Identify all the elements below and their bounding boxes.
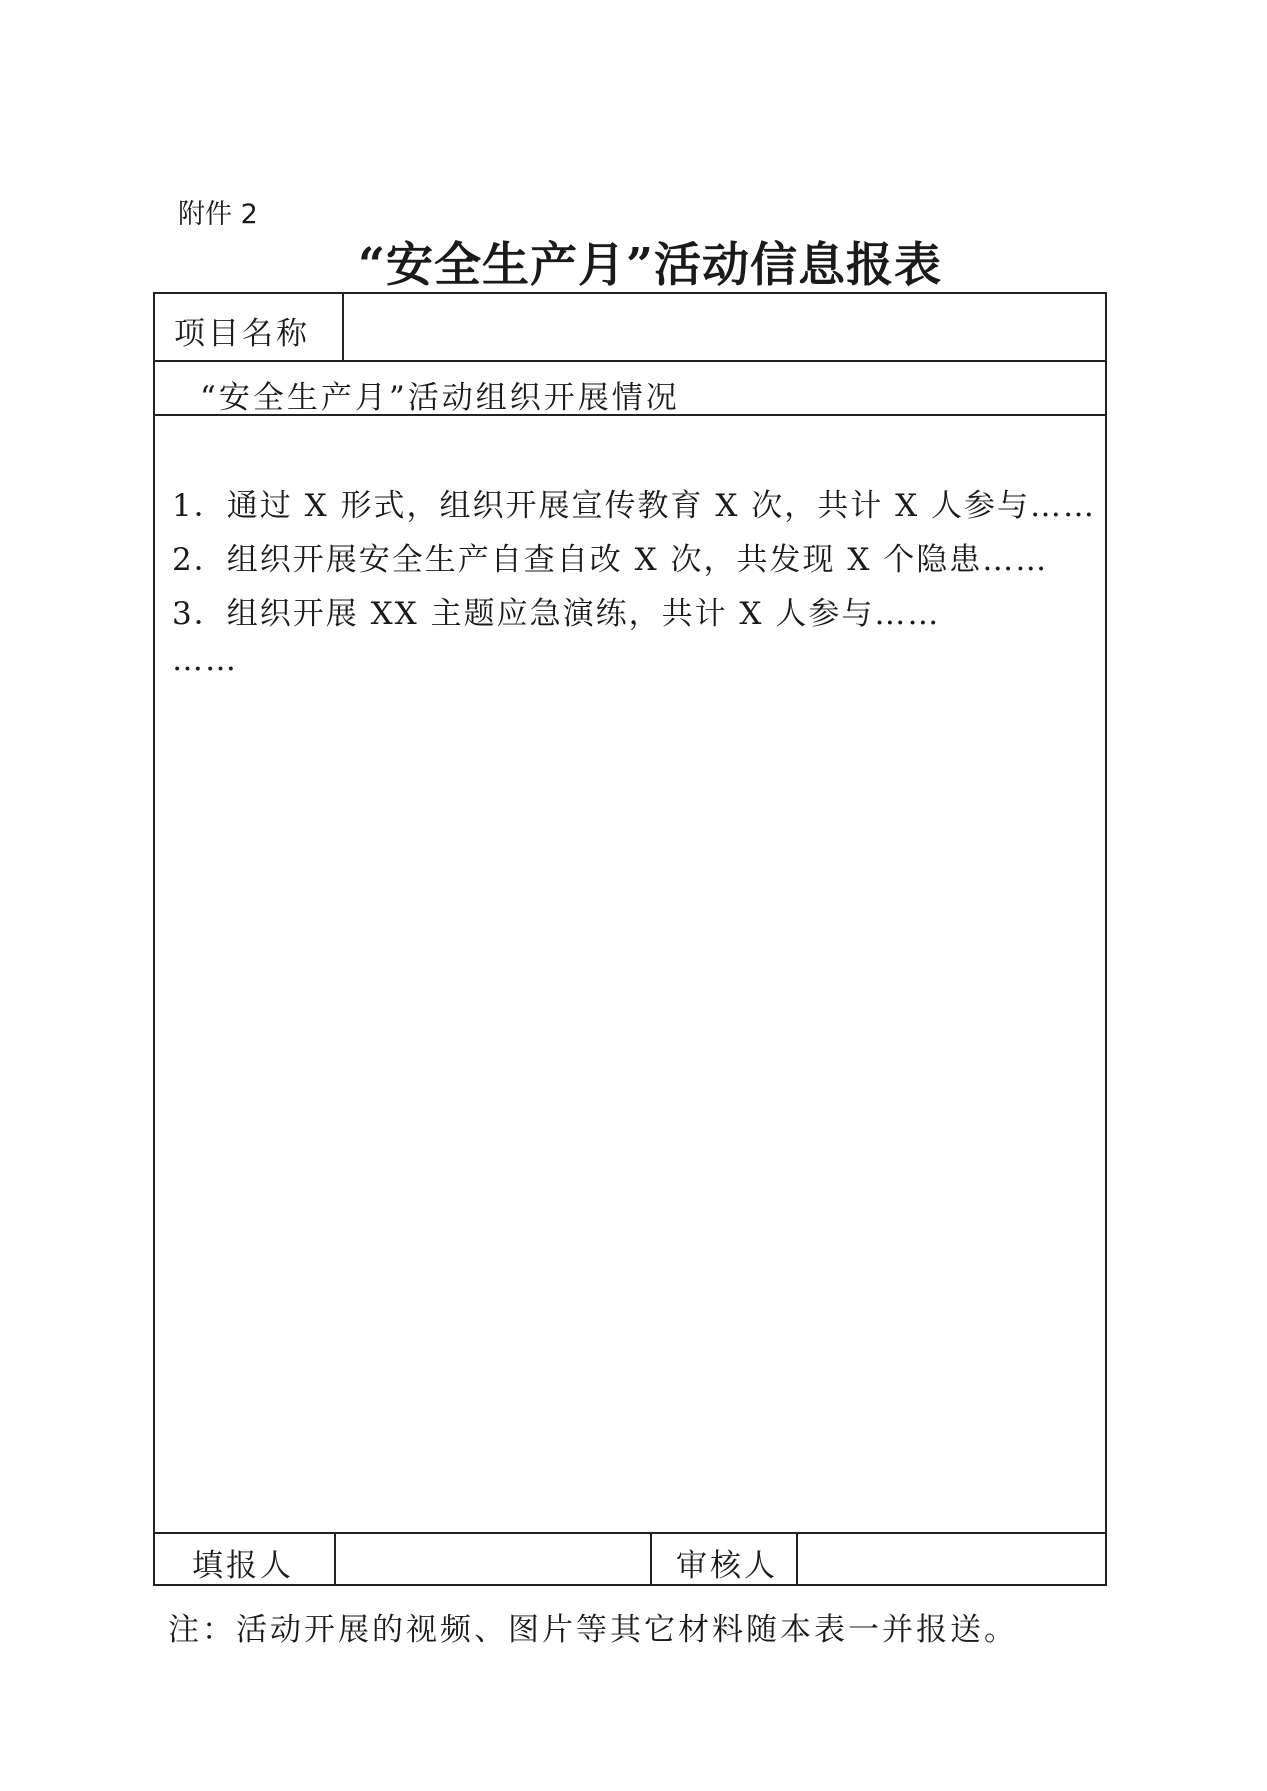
content-line-3: 3．组织开展 XX 主题应急演练，共计 X 人参与…… — [172, 596, 941, 632]
row-divider-3 — [153, 1532, 1107, 1534]
project-name-label: 项目名称 — [174, 316, 310, 352]
footnote: 注：活动开展的视频、图片等其它材料随本表一并报送。 — [168, 1612, 1018, 1648]
row-divider-2 — [153, 414, 1107, 416]
filler-label: 填报人 — [192, 1548, 294, 1584]
project-name-divider — [342, 292, 344, 360]
row-divider-1 — [153, 360, 1107, 362]
activity-content-area[interactable] — [157, 418, 1103, 1528]
reviewer-label-divider-left — [650, 1532, 652, 1586]
content-line-2: 2．组织开展安全生产自查自改 X 次，共发现 X 个隐患…… — [172, 542, 1049, 578]
reviewer-label-divider-right — [796, 1532, 798, 1586]
content-line-ellipsis: …… — [172, 642, 238, 678]
project-name-field[interactable] — [346, 296, 1102, 358]
filler-field[interactable] — [338, 1536, 646, 1584]
filler-divider — [334, 1532, 336, 1586]
reviewer-field[interactable] — [800, 1536, 1103, 1584]
section-heading: “安全生产月”活动组织开展情况 — [200, 380, 680, 416]
reviewer-label: 审核人 — [676, 1548, 778, 1584]
attachment-label: 附件 2 — [178, 199, 258, 230]
page-title: “安全生产月”活动信息报表 — [357, 238, 943, 293]
content-line-1: 1．通过 X 形式，组织开展宣传教育 X 次，共计 X 人参与…… — [172, 488, 1097, 524]
